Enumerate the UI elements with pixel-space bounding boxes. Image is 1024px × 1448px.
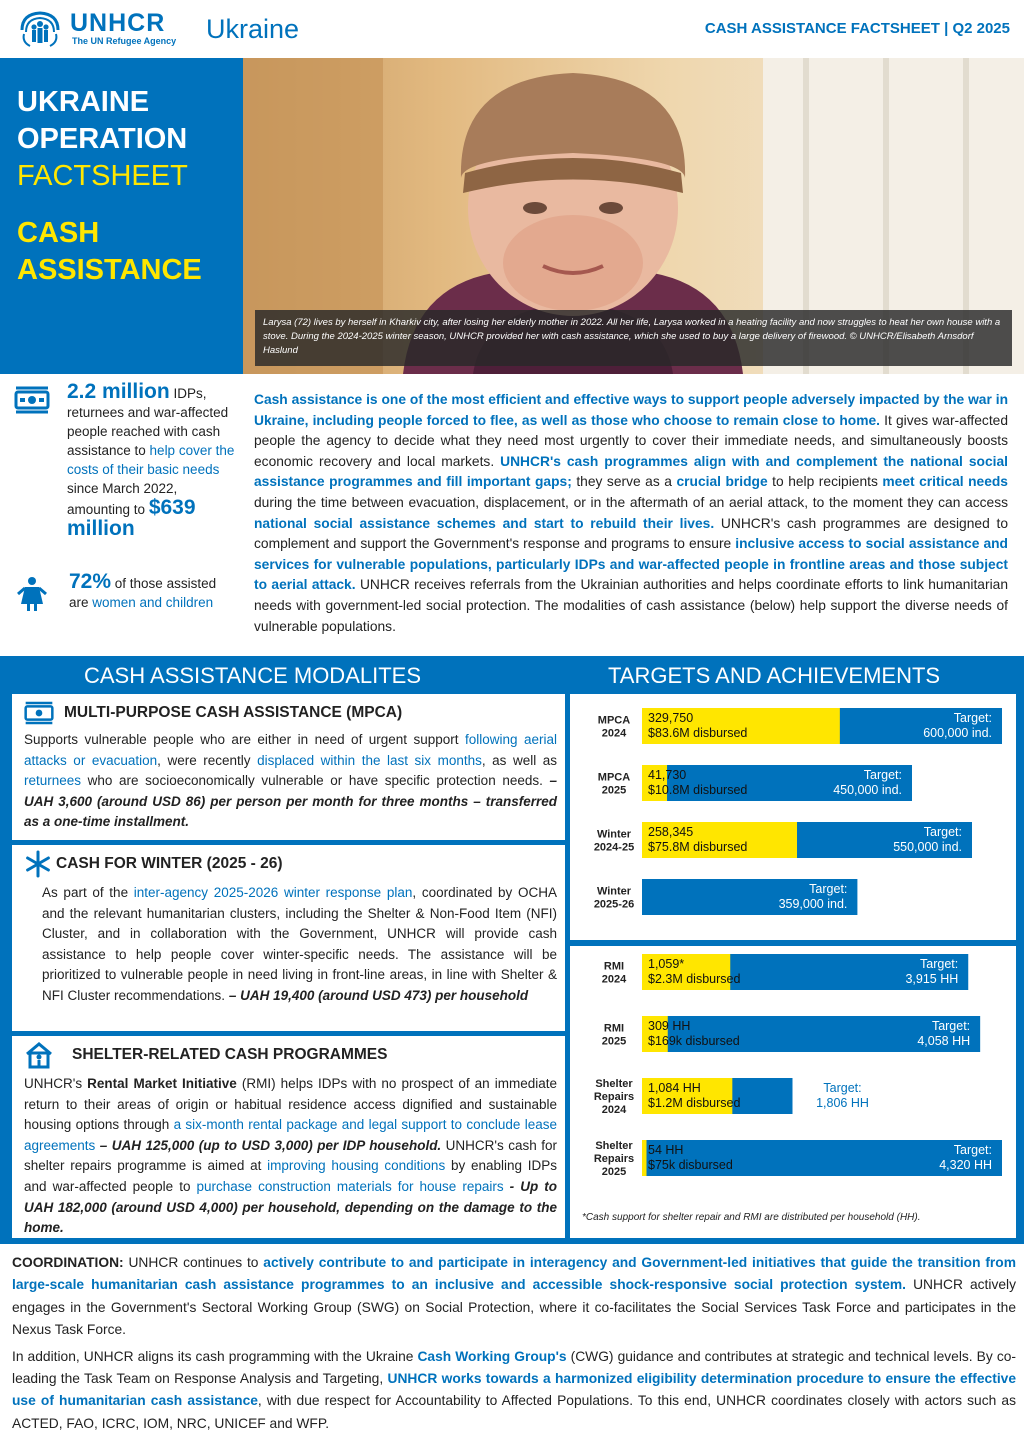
mpca-text: , as well as — [481, 752, 557, 768]
shelter-text: (RMI) helps IDPs with no prospect of an immediate return to their areas of origin or habitual residence access dignified and sustainable housing options through — [24, 1076, 557, 1133]
winter-title: CASH FOR WINTER (2025 - 26) — [56, 855, 283, 872]
coordination-text: (CWG) guidance and contributes at strategic and technical levels. By co-leading the Task Team on Response Analysis and Targeting, — [12, 1348, 1016, 1387]
factsheet-label: CASH ASSISTANCE FACTSHEET | Q2 2025 — [704, 20, 1010, 37]
coordination-p2 — [12, 1346, 1016, 1436]
mpca-link[interactable]: following aerial attacks or evacuation — [24, 732, 557, 768]
achieved-value-label: 1,084 HH — [648, 1081, 701, 1095]
category-label: 2024 — [601, 727, 627, 740]
shelter-text: by enabling IDPs and war-affected people to — [24, 1158, 558, 1194]
achieved-value-label: 309 HH — [648, 1019, 691, 1033]
org-name: UNHCR — [70, 9, 166, 37]
hero-title-line2: OPERATION — [17, 123, 188, 155]
chart-divider — [570, 940, 1016, 946]
coordination-text: UNHCR continues to — [123, 1255, 264, 1270]
shelter-amount: - Up to UAH 182,000 (around USD 4,000) per household, depending on the damage to the home. — [24, 1178, 557, 1236]
category-label: MPCA — [597, 771, 631, 784]
winter-card — [12, 845, 565, 1031]
reach-stat — [67, 382, 235, 540]
target-value-label: 1,806 HH — [816, 1096, 869, 1110]
achieved-value-label: 329,750 — [648, 711, 694, 725]
target-label: Target: — [809, 882, 848, 896]
disbursed-label: $75k disbursed — [648, 1158, 733, 1172]
achieved-value-label: 1,059* — [648, 957, 685, 971]
hero-subtitle-line2: ASSISTANCE — [17, 254, 202, 286]
woman-child-icon — [16, 576, 48, 612]
mpca-card — [12, 694, 565, 840]
disbursed-label: $10.8M disbursed — [648, 783, 748, 797]
achieved-value-label: 258,345 — [648, 825, 694, 839]
category-label: 2024 — [601, 1104, 627, 1116]
category-label: Winter — [596, 885, 632, 898]
target-label: Target: — [953, 711, 992, 725]
coordination-text: In addition, UNHCR aligns its cash programming with the Ukraine — [12, 1348, 418, 1364]
target-value-label: 550,000 ind. — [893, 840, 962, 854]
intro-s7: meet critical needs — [882, 474, 1008, 490]
key-stats — [0, 374, 243, 656]
category-label: 2024 — [601, 973, 627, 986]
shelter-link[interactable]: a six-month rental package and legal support to conclude lease agreements — [24, 1117, 557, 1153]
target-value-label: 4,058 HH — [917, 1034, 971, 1048]
mpca-link[interactable]: displaced within the last six months — [257, 752, 482, 768]
targets-chart — [570, 694, 1016, 1238]
coordination-text: UNHCR actively engages in the Government's Sectoral Working Group (SWG) on Social Protection, where it co-facilitates the Social Services Task Force and participates in the Nexus Task Force. — [12, 1277, 1016, 1338]
page-header — [0, 0, 1024, 58]
shelter-text: UNHCR's cash for shelter repairs programme is aimed at — [24, 1137, 557, 1174]
winter-body — [24, 883, 557, 1007]
mpca-amount: – UAH 3,600 (around USD 86) per person per month for three months – transferred as a one-time installment. — [24, 773, 557, 830]
share-text-a: of those assisted are — [69, 576, 217, 610]
shelter-icon — [24, 1041, 58, 1069]
intro-s11: inclusive access to social assistance and services for vulnerable populations, particularly IDPs and war-affected people in frontline areas and those subject to aerial attack. — [254, 536, 1008, 593]
target-label: Target: — [931, 1019, 971, 1033]
reach-text-a: IDPs, returnees and war-affected people reached with cash assistance to — [67, 386, 229, 458]
target-value-label: 359,000 ind. — [778, 897, 848, 911]
category-label: RMI — [603, 960, 625, 973]
intro-s9: national social assistance schemes and start to rebuild their lives. — [254, 515, 715, 531]
disbursed-label: $169k disbursed — [648, 1034, 740, 1048]
target-value-label: 4,320 HH — [939, 1158, 992, 1172]
category-label: Shelter — [595, 1078, 633, 1090]
category-label: Shelter — [595, 1140, 633, 1152]
intro-s1: Cash assistance is one of the most efficient and effective ways to support people adversely impacted by the war in Ukraine, including people forced to flee, as well as those who choose to remain close to home. — [254, 392, 1008, 428]
intro-s3: UNHCR's cash programmes align with and complement the national social assistance programmes and fill important gaps; — [254, 453, 1008, 490]
target-label: Target: — [920, 957, 959, 971]
category-label: 2025-26 — [593, 898, 635, 911]
cash-icon — [14, 386, 50, 414]
category-label: 2025 — [601, 784, 627, 797]
coordination-link[interactable]: UNHCR works towards a harmonized eligibility determination procedure to ensure the effective use of humanitarian cash assistance — [12, 1371, 1016, 1409]
share-stat — [69, 572, 237, 612]
winter-text: As part of the — [42, 885, 134, 900]
mpca-link[interactable]: returnees — [24, 773, 82, 789]
mpca-body — [24, 730, 557, 833]
mpca-text: , were recently — [157, 752, 258, 768]
coordination-link[interactable]: Cash Working Group's — [417, 1348, 567, 1364]
winter-text: , coordinated by OCHA and the relevant humanitarian clusters, including the Shelter & Non-Food Item (NFI) Cluster, and in collaboration with the Government, UNHCR will provide cash assistance to help people cover winter-specific needs. The assistance will be prioritized to vulnerable people in need living in front-line areas, in line with Shelter & NFI Cluster recommendations. — [42, 885, 557, 1003]
disbursed-label: $2.3M disbursed — [648, 972, 741, 986]
intro-paragraph — [254, 390, 1008, 637]
winter-amount: – UAH 19,400 (around USD 473) per household — [228, 987, 529, 1003]
target-label: Target: — [863, 768, 902, 782]
coordination-p1 — [12, 1252, 1016, 1342]
shelter-rmi-name: Rental Market Initiative — [87, 1076, 237, 1091]
mpca-text: who are socioeconomically vulnerable or have specific protection needs. — [81, 773, 550, 789]
shelter-link[interactable]: improving housing conditions — [267, 1158, 446, 1174]
target-label: Target: — [923, 825, 962, 839]
chart-footnote: *Cash support for shelter repair and RMI are distributed per household (HH). — [582, 1212, 921, 1223]
reach-value: 2.2 million — [67, 380, 170, 403]
mpca-text: Supports vulnerable people who are either in need of urgent support — [24, 732, 465, 747]
intro-s5: crucial bridge — [676, 474, 768, 490]
unhcr-logo — [16, 10, 176, 50]
disbursed-label: $75.8M disbursed — [648, 840, 748, 854]
category-label: 2024-25 — [593, 841, 635, 854]
hero-title-panel — [0, 58, 243, 374]
category-label: MPCA — [597, 714, 631, 727]
share-link[interactable]: women and children — [92, 595, 214, 610]
hero-title-line3: FACTSHEET — [17, 160, 188, 192]
shelter-link[interactable]: purchase construction materials for house repairs — [196, 1178, 504, 1194]
amount-value: $639 million — [67, 496, 196, 540]
photo-caption: Larysa (72) lives by herself in Kharkiv city, after losing her elderly mother in 2022. All her life, Larysa worked in a heating facility and now struggles to heat her own house with a stove. During the 2024-2025 winter season, UNHCR provided her with cash assistance, which she used to buy a large delivery of firewood. © UNHCR/Elisabeth Arnsdorf Haslund — [255, 310, 1012, 366]
intro-s2: It gives war-affected people the agency to decide what they need most urgently to cover their immediate needs, and simultaneously boosts economic recovery and local markets. — [254, 412, 1008, 469]
targets-chart-svg — [570, 694, 1016, 1238]
disbursed-label: $1.2M disbursed — [648, 1096, 741, 1110]
intro-s10: UNHCR's cash programmes are designed to complement and support the Government's response and programs to ensure — [254, 515, 1008, 552]
category-label: RMI — [603, 1022, 625, 1035]
intro-s8: during the time between evacuation, displacement, or in the aftermath of an aerial attack, to the moment they can access — [254, 494, 1008, 510]
mpca-title: MULTI-PURPOSE CASH ASSISTANCE (MPCA) — [64, 704, 403, 721]
category-label: Repairs — [593, 1153, 635, 1165]
achieved-value-label: 41,730 — [648, 768, 687, 782]
target-value-label: 3,915 HH — [905, 972, 959, 986]
category-label: 2025 — [601, 1166, 627, 1178]
intro-s12: UNHCR receives referrals from the Ukrainian authorities and helps coordinate efforts to link humanitarian needs with government-led social protection. The modalities of cash assistance (below) help support the diverse needs of vulnerable populations. — [254, 577, 1008, 634]
coordination-text: , with due respect for Accountability to Affected Populations. To this end, UNHCR coordinates closely with actors such as ACTED, FAO, ICRC, IOM, NRC, UNICEF and WFP. — [12, 1393, 1016, 1431]
shelter-text: UNHCR's — [24, 1076, 88, 1091]
category-label: Winter — [596, 828, 632, 841]
reach-text-b: since March 2022, amounting to — [67, 481, 178, 517]
disbursed-label: $83.6M disbursed — [648, 726, 748, 740]
winter-link[interactable]: inter-agency 2025-2026 winter response plan — [133, 885, 413, 900]
targets-title: TARGETS AND ACHIEVEMENTS — [608, 663, 941, 688]
hero-title-line1: UKRAINE — [17, 86, 150, 118]
coordination-section — [12, 1252, 1016, 1435]
cash-icon — [24, 701, 58, 725]
coordination-link[interactable]: actively contribute to and participate in interagency and Government-led initiatives that guide the transition from large-scale humanitarian cash assistance programmes to an inclusive and accessible shock-responsive social protection system. — [12, 1255, 1016, 1293]
unhcr-emblem-icon — [16, 10, 64, 50]
shelter-amount: – UAH 125,000 (up to USD 3,000) per IDP household. — [95, 1137, 442, 1153]
shelter-card — [12, 1036, 565, 1238]
target-value-label: 450,000 ind. — [833, 783, 902, 797]
achieved-bar — [642, 1140, 647, 1176]
achieved-value-label: 54 HH — [648, 1143, 684, 1157]
target-label: Target: — [953, 1143, 992, 1157]
coordination-label: COORDINATION: — [12, 1255, 124, 1270]
category-label: 2025 — [601, 1035, 627, 1048]
hero-subtitle-line1: CASH — [17, 217, 100, 249]
category-label: Repairs — [593, 1091, 635, 1103]
share-value: 72% — [69, 570, 112, 593]
shelter-body — [24, 1074, 557, 1239]
target-value-label: 600,000 ind. — [923, 726, 992, 740]
hero-section — [0, 58, 1024, 374]
intro-s4: they serve as a — [571, 474, 677, 490]
hero-photo — [243, 58, 1024, 374]
shelter-title: SHELTER-RELATED CASH PROGRAMMES — [72, 1046, 388, 1063]
intro-s6: to help recipients — [767, 474, 883, 490]
modalities-title: CASH ASSISTANCE MODALITES — [84, 663, 422, 688]
reach-link[interactable]: help cover the costs of their basic needs — [67, 443, 235, 477]
target-label: Target: — [823, 1081, 862, 1095]
org-tagline: The UN Refugee Agency — [72, 36, 177, 46]
country-label: Ukraine — [206, 14, 300, 44]
snowflake-icon — [24, 850, 54, 878]
